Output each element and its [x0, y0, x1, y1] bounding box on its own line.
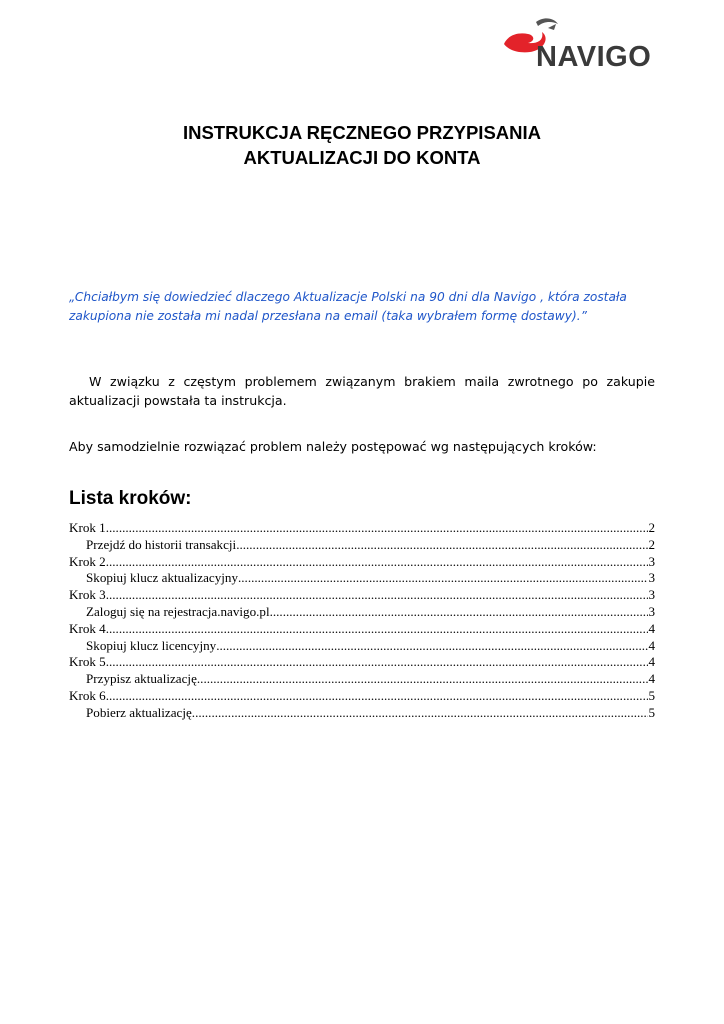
toc-entry-page: 4	[648, 671, 655, 687]
toc-leader-dots	[106, 621, 649, 638]
table-of-contents	[69, 520, 655, 722]
toc-leader-dots	[216, 638, 648, 655]
toc-leader-dots	[197, 671, 649, 688]
toc-entry-page: 3	[648, 603, 655, 619]
toc-leader-dots	[106, 688, 649, 705]
toc-entry-page: 5	[648, 704, 655, 720]
toc-entry-label: Krok 5	[69, 654, 106, 670]
toc-entry[interactable]	[69, 554, 655, 571]
customer-quote: „Chciałbym się dowiedzieć dlaczego Aktualizacje Polski na 90 dni dla Navigo , która została zakupiona nie została mi nadal przesłana na email (taka wybrałem formę dostawy).”	[69, 290, 627, 323]
toc-entry-page: 4	[648, 637, 655, 653]
title-line-2: AKTUALIZACJI DO KONTA	[243, 147, 481, 168]
navigo-logo-graphic	[498, 8, 694, 72]
toc-entry-page: 3	[648, 553, 655, 569]
toc-entry-page: 3	[648, 587, 655, 603]
toc-entry-page: 3	[648, 570, 655, 586]
toc-entry-page: 5	[648, 687, 655, 703]
toc-entry[interactable]	[69, 671, 655, 688]
toc-leader-dots	[106, 587, 649, 604]
toc-entry-label: Przejdź do historii transakcji	[86, 536, 237, 552]
navigo-logo	[498, 8, 694, 72]
toc-entry[interactable]	[69, 604, 655, 621]
toc-heading: Lista kroków:	[69, 488, 192, 509]
toc-entry[interactable]	[69, 537, 655, 554]
toc-entry-page: 4	[648, 654, 655, 670]
title-line-1: INSTRUKCJA RĘCZNEGO PRZYPISANIA	[182, 122, 542, 143]
toc-entry-label: Krok 2	[69, 553, 106, 569]
toc-entry-label: Pobierz aktualizację	[86, 704, 192, 720]
toc-entry-label: Krok 1	[69, 520, 106, 535]
toc-leader-dots	[236, 537, 648, 554]
toc-entry-page: 4	[648, 620, 655, 636]
toc-entry-page: 2	[648, 520, 655, 535]
toc-entry-label: Skopiuj klucz licencyjny	[86, 637, 217, 653]
toc-entry[interactable]	[69, 638, 655, 655]
toc-entry[interactable]	[69, 570, 655, 587]
document-title	[69, 120, 655, 170]
toc-leader-dots	[106, 654, 649, 671]
toc-entry-label: Krok 6	[69, 687, 106, 703]
toc-entry[interactable]	[69, 705, 655, 722]
toc-entry[interactable]	[69, 520, 655, 537]
intro-paragraph: W związku z częstym problemem związanym brakiem maila zwrotnego po zakupie aktualizacji powstała ta instrukcja.	[69, 374, 655, 408]
toc-entry[interactable]	[69, 654, 655, 671]
toc-entry-label: Krok 4	[69, 620, 106, 636]
toc-leader-dots	[106, 554, 649, 571]
instruction-paragraph: Aby samodzielnie rozwiązać problem należy postępować wg następujących kroków:	[69, 439, 597, 454]
toc-leader-dots	[270, 604, 649, 621]
toc-leader-dots	[106, 520, 649, 537]
toc-entry-label: Krok 3	[69, 587, 106, 603]
toc-entry[interactable]	[69, 688, 655, 705]
toc-entry-label: Zaloguj się na rejestracja.navigo.pl	[86, 603, 270, 619]
logo-wordmark: NAVIGO	[536, 41, 652, 72]
toc-entry-label: Skopiuj klucz aktualizacyjny	[86, 570, 238, 586]
toc-leader-dots	[238, 570, 648, 587]
toc-entry[interactable]	[69, 587, 655, 604]
toc-leader-dots	[192, 705, 649, 722]
toc-entry[interactable]	[69, 621, 655, 638]
logo-accent-2	[548, 24, 556, 30]
toc-entry-page: 2	[648, 536, 655, 552]
toc-entry-label: Przypisz aktualizację	[86, 671, 197, 687]
